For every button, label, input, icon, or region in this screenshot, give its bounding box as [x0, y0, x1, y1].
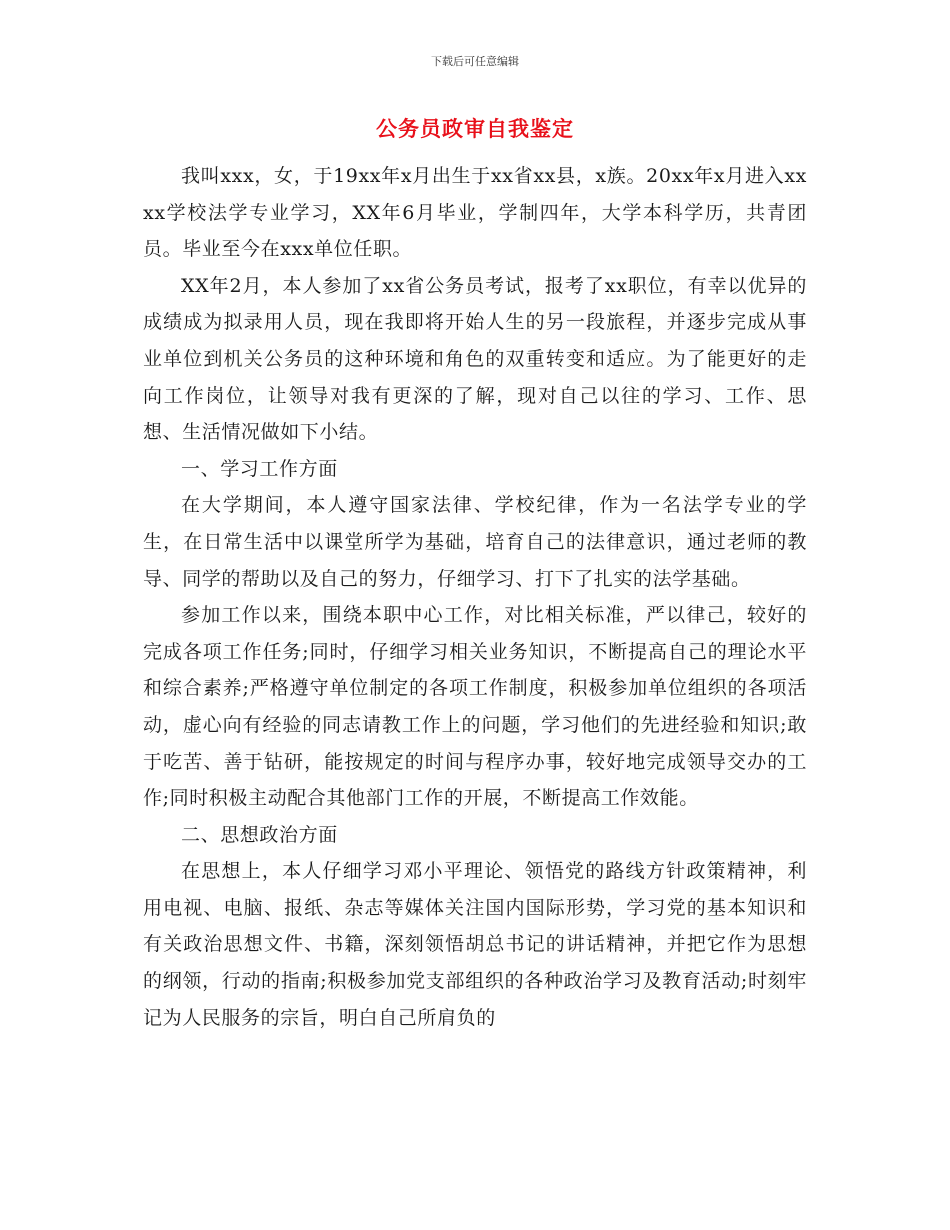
section-heading-politics: 二、思想政治方面	[181, 823, 338, 846]
document-body	[143, 158, 807, 1036]
page-header-note: 下载后可任意编辑	[431, 55, 519, 68]
paragraph-politics: 在思想上，本人仔细学习邓小平理论、领悟党的路线方针政策精神，利用电视、电脑、报纸、杂志等媒体关注国内国际形势，学习党的基本知识和有关政治思想文件、书籍，深刻领悟胡总书记的讲话精神，并把它作为思想的纲领，行动的指南;积极参加党支部组织的各种政治学习及教育活动;时刻牢记为人民服务的宗旨，明白自己所肩负的	[143, 860, 807, 1029]
paragraph-exam: XX年2月，本人参加了xx省公务员考试，报考了xx职位，有幸以优异的成绩成为拟录用人员，现在我即将开始人生的另一段旅程，并逐步完成从事业单位到机关公务员的这种环境和角色的双重转变和适应。为了能更好的走向工作岗位，让领导对我有更深的了解，现对自己以往的学习、工作、思想、生活情况做如下小结。	[143, 274, 807, 444]
paragraph-intro: 我叫xxx，女，于19xx年x月出生于xx省xx县，x族。20xx年x月进入xxxx学校法学专业学习，XX年6月毕业，学制四年，大学本科学历，共青团员。毕业至今在xxx单位任职。	[143, 165, 807, 261]
section-heading-study-work: 一、学习工作方面	[181, 457, 338, 480]
paragraph-work: 参加工作以来，围绕本职中心工作，对比相关标准，严以律己，较好的完成各项工作任务;同时，仔细学习相关业务知识，不断提高自己的理论水平和综合素养;严格遵守单位制定的各项工作制度，积极参加单位组织的各项活动，虚心向有经验的同志请教工作上的问题，学习他们的先进经验和知识;敢于吃苦、善于钻研，能按规定的时间与程序办事，较好地完成领导交办的工作;同时积极主动配合其他部门工作的开展，不断提高工作效能。	[143, 604, 807, 810]
paragraph-university: 在大学期间，本人遵守国家法律、学校纪律，作为一名法学专业的学生，在日常生活中以课堂所学为基础，培育自己的法律意识，通过老师的教导、同学的帮助以及自己的努力，仔细学习、打下了扎实的法学基础。	[143, 494, 807, 590]
document-title: 公务员政审自我鉴定	[376, 117, 574, 141]
